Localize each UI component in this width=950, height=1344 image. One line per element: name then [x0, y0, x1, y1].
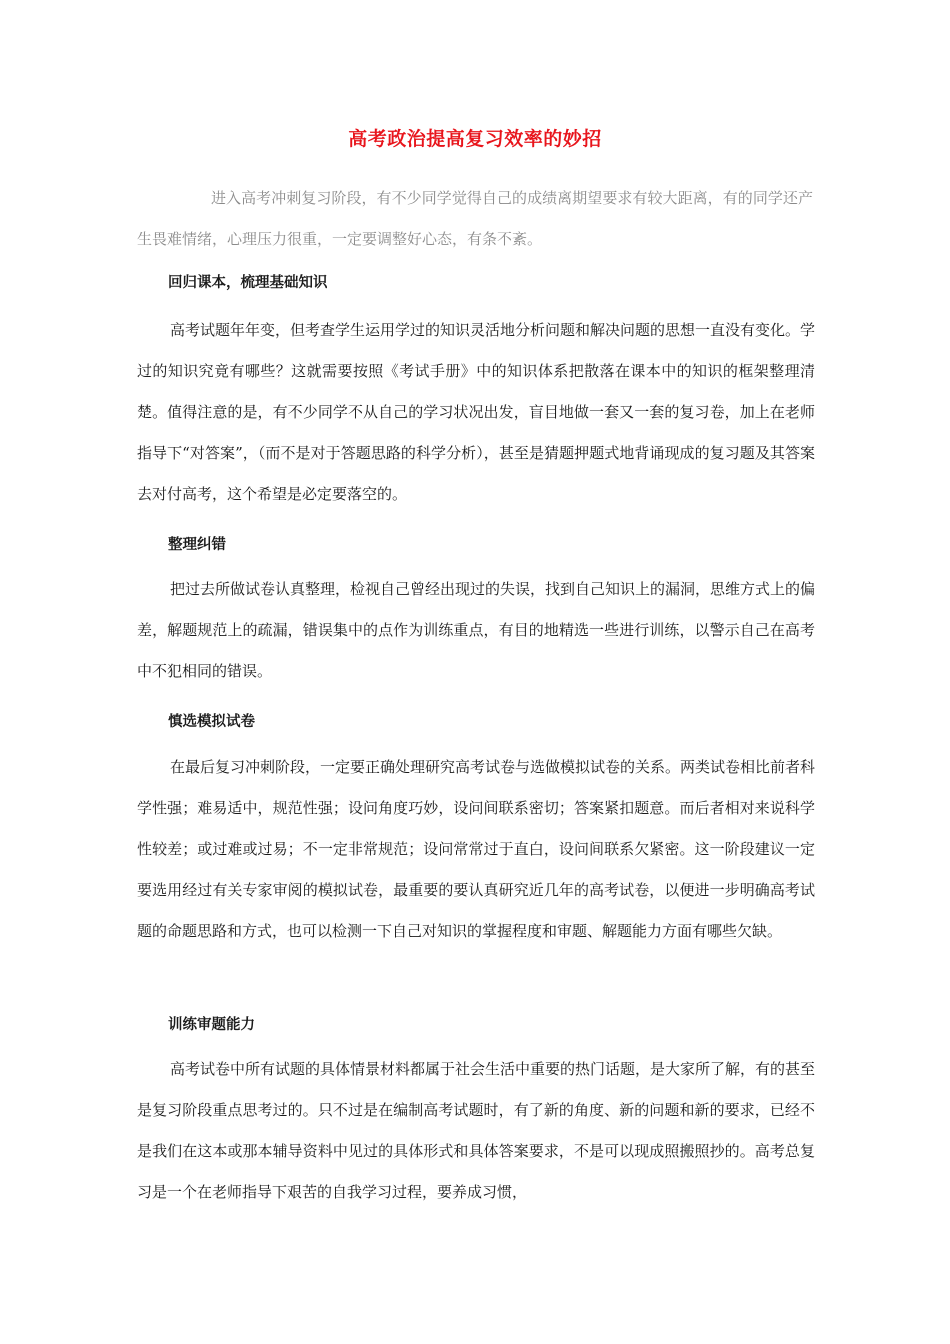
- section-body-2: 把过去所做试卷认真整理，检视自己曾经出现过的失误，找到自己知识上的漏洞，思维方式上的偏差，解题规范上的疏漏，错误集中的点作为训练重点，有目的地精选一些进行训练，以警示自己在高考中不犯相同的错误。: [137, 580, 816, 680]
- section-body-4: 高考试卷中所有试题的具体情景材料都属于社会生活中重要的热门话题，是大家所了解，有的甚至是复习阶段重点思考过的。只不过是在编制高考试题时，有了新的角度、新的问题和新的要求，已经不是我们在这本或那本辅导资料中见过的具体形式和具体答案要求，不是可以现成照搬照抄的。高考总复习是一个在老师指导下艰苦的自我学习过程，要养成习惯，: [137, 1060, 816, 1201]
- section-body-3: 在最后复习冲刺阶段，一定要正确处理研究高考试卷与选做模拟试卷的关系。两类试卷相比前者科学性强；难易适中，规范性强；设问角度巧妙，设问间联系密切；答案紧扣题意。而后者相对来说科学性较差；或过难或过易；不一定非常规范；设问常常过于直白，设问间联系欠紧密。这一阶段建议一定要选用经过有关专家审阅的模拟试卷，最重要的要认真研究近几年的高考试卷，以便进一步明确高考试题的命题思路和方式，也可以检测一下自己对知识的掌握程度和审题、解题能力方面有哪些欠缺。: [137, 758, 816, 940]
- intro-paragraph: 进入高考冲刺复习阶段，有不少同学觉得自己的成绩离期望要求有较大距离，有的同学还产生畏难情绪，心理压力很重，一定要调整好心态，有条不紊。: [137, 189, 813, 248]
- section-heading-4: 训练审题能力: [168, 1017, 255, 1033]
- document-title: 高考政治提高复习效率的妙招: [348, 128, 602, 150]
- section-heading-1: 回归课本，梳理基础知识: [168, 275, 328, 291]
- section-body-1: 高考试题年年变，但考查学生运用学过的知识灵活地分析问题和解决问题的思想一直没有变化。学过的知识究竟有哪些？这就需要按照《考试手册》中的知识体系把散落在课本中的知识的框架整理清楚。值得注意的是，有不少同学不从自己的学习状况出发，盲目地做一套又一套的复习卷，加上在老师指导下“对答案”，（而不是对于答题思路的科学分析），甚至是猜题押题式地背诵现成的复习题及其答案去对付高考，这个希望是必定要落空的。: [137, 321, 816, 503]
- section-heading-3: 慎选模拟试卷: [168, 714, 255, 730]
- section-heading-2: 整理纠错: [168, 537, 226, 553]
